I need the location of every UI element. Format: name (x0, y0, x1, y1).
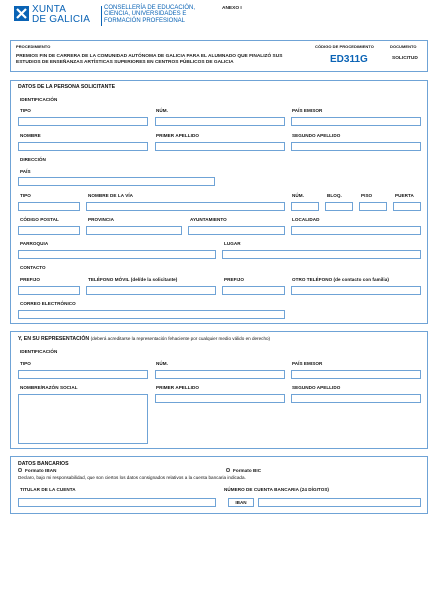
pais-emisor-field[interactable] (291, 117, 421, 126)
correo-label: CORREO ELECTRÓNICO (20, 301, 76, 306)
bic-radio[interactable] (226, 468, 230, 472)
bloq-field[interactable] (325, 202, 353, 211)
nombre-via-label: NOMBRE DE LA VÍA (88, 193, 134, 198)
parroquia-label: PARROQUIA (20, 241, 49, 246)
document-value: SOLICITUD (392, 56, 418, 61)
ayuntamiento-label: AYUNTAMIENTO (190, 217, 227, 222)
primer-apellido-label: PRIMER APELLIDO (156, 133, 199, 138)
brand-name (32, 5, 90, 25)
otro-telefono-field[interactable] (291, 286, 421, 295)
applicant-section-title: DATOS DE LA PERSONA SOLICITANTE (18, 84, 116, 90)
codigo-postal-label: CÓDIGO POSTAL (20, 217, 59, 222)
tipo-field[interactable] (18, 117, 148, 126)
puerta-label: PUERTA (395, 193, 414, 198)
consellaria-line-3: FORMACIÓN PROFESIONAL (104, 17, 186, 24)
consellaria-line-2: CIENCIA, UNIVERSIDADES E (104, 11, 187, 18)
via-num-field[interactable] (291, 202, 319, 211)
header-divider (101, 6, 102, 26)
rep-nombre-label: NOMBRE/RAZÓN SOCIAL (20, 385, 78, 390)
segundo-apellido-field[interactable] (291, 142, 421, 151)
rep-num-label: NÚM. (156, 361, 168, 366)
rep-pais-emisor-label: PAÍS EMISOR (292, 361, 323, 366)
rep-primer-apellido-field[interactable] (155, 394, 285, 403)
document-label: DOCUMENTO (390, 44, 417, 49)
nombre-via-field[interactable] (86, 202, 285, 211)
procedure-label: PROCEDIMIENTO (16, 44, 51, 49)
rep-pais-emisor-field[interactable] (291, 370, 421, 379)
piso-field[interactable] (359, 202, 387, 211)
iban-prefix-label: IBAN (228, 498, 254, 507)
via-num-label: NÚM. (292, 193, 304, 198)
identification-subtitle: IDENTIFICACIÓN (20, 97, 58, 102)
localidad-field[interactable] (291, 226, 421, 235)
lugar-label: LUGAR (224, 241, 241, 246)
procedure-code-label: CÓDIGO DE PROCEDIMIENTO (315, 44, 374, 49)
rep-tipo-label: TIPO (20, 361, 31, 366)
puerta-field[interactable] (393, 202, 421, 211)
pais-label: PAÍS (20, 169, 31, 174)
segundo-apellido-label: SEGUNDO APELLIDO (292, 133, 341, 138)
prefijo-label: PREFIJO (20, 277, 41, 282)
annex-label: ANEXO I (222, 6, 242, 11)
codigo-postal-field[interactable] (18, 226, 80, 235)
primer-apellido-field[interactable] (155, 142, 285, 151)
num-label: NÚM. (156, 108, 168, 113)
rep-num-field[interactable] (155, 370, 285, 379)
provincia-field[interactable] (86, 226, 182, 235)
via-tipo-field[interactable] (18, 202, 80, 211)
procedure-code: ED311G (330, 54, 368, 65)
prefijo-2-label: PREFIJO (224, 277, 245, 282)
localidad-label: LOCALIDAD (292, 217, 320, 222)
rep-segundo-apellido-field[interactable] (291, 394, 421, 403)
correo-field[interactable] (18, 310, 285, 319)
contacto-subtitle: CONTACTO (20, 265, 46, 270)
rep-nombre-field[interactable] (18, 394, 148, 444)
rep-primer-apellido-label: PRIMER APELLIDO (156, 385, 199, 390)
lugar-field[interactable] (222, 250, 421, 259)
otro-telefono-label: OTRO TELÉFONO (de contacto con familia) (292, 277, 389, 282)
ayuntamiento-field[interactable] (188, 226, 285, 235)
iban-radio[interactable] (18, 468, 22, 472)
titular-label: TITULAR DE LA CUENTA (20, 487, 76, 492)
rep-identification-subtitle: IDENTIFICACIÓN (20, 349, 58, 354)
telefono-movil-field[interactable] (86, 286, 216, 295)
bloq-label: BLOQ. (327, 193, 342, 198)
rep-tipo-field[interactable] (18, 370, 148, 379)
brand-line-2: DE GALICIA (32, 14, 91, 25)
piso-label: PISO (361, 193, 373, 198)
parroquia-field[interactable] (18, 250, 216, 259)
rep-segundo-apellido-label: SEGUNDO APELLIDO (292, 385, 341, 390)
via-tipo-label: TIPO (20, 193, 31, 198)
nombre-field[interactable] (18, 142, 148, 151)
numero-cuenta-label: NÚMERO DE CUENTA BANCARIA (24 DÍGITOS) (224, 487, 330, 492)
consellaria-name (104, 5, 195, 24)
nombre-label: NOMBRE (20, 133, 41, 138)
telefono-movil-label: TELÉFONO MÓVIL (del/de la solicitante) (88, 277, 178, 282)
pais-emisor-label: PAÍS EMISOR (292, 108, 323, 113)
prefijo-field[interactable] (18, 286, 80, 295)
prefijo-2-field[interactable] (222, 286, 285, 295)
procedure-title: PREMIOS FIN DE CARRERA DE LA COMUNIDAD AUTÓNOMA DE GALICIA PARA EL ALUMNADO QUE FINALIZÓ SUS ESTUDIOS DE ENSEÑANZAS ARTÍSTICAS SUPERIORES EN CENTROS PÚBLICOS DE GALICIA (16, 54, 283, 65)
representative-note: (deberá acreditarse la representación fehaciente por cualquier medio válido en derecho) (90, 336, 271, 341)
brand-line-1: XUNTA (32, 4, 67, 15)
bank-declaration: Declaro, bajo mi responsabilidad, que son ciertos los datos consignados relativos a la cuenta bancaria indicada. (18, 475, 246, 480)
bank-section-title: DATOS BANCARIOS (18, 461, 69, 467)
provincia-label: PROVINCIA (88, 217, 114, 222)
representative-title-text: Y, EN SU REPRESENTACIÓN (18, 336, 90, 342)
xunta-logo-icon (14, 6, 29, 21)
titular-field[interactable] (18, 498, 216, 507)
representative-section-title (18, 336, 270, 342)
consellaria-line-1: CONSELLERÍA DE EDUCACIÓN, (104, 5, 196, 11)
tipo-label: TIPO (20, 108, 31, 113)
numero-cuenta-field[interactable] (258, 498, 421, 507)
num-field[interactable] (155, 117, 285, 126)
pais-field[interactable] (18, 177, 215, 186)
direccion-subtitle: DIRECCIÓN (20, 157, 46, 162)
bic-format-label: Formato BIC (233, 468, 262, 473)
iban-format-label: Formato IBAN (25, 468, 57, 473)
